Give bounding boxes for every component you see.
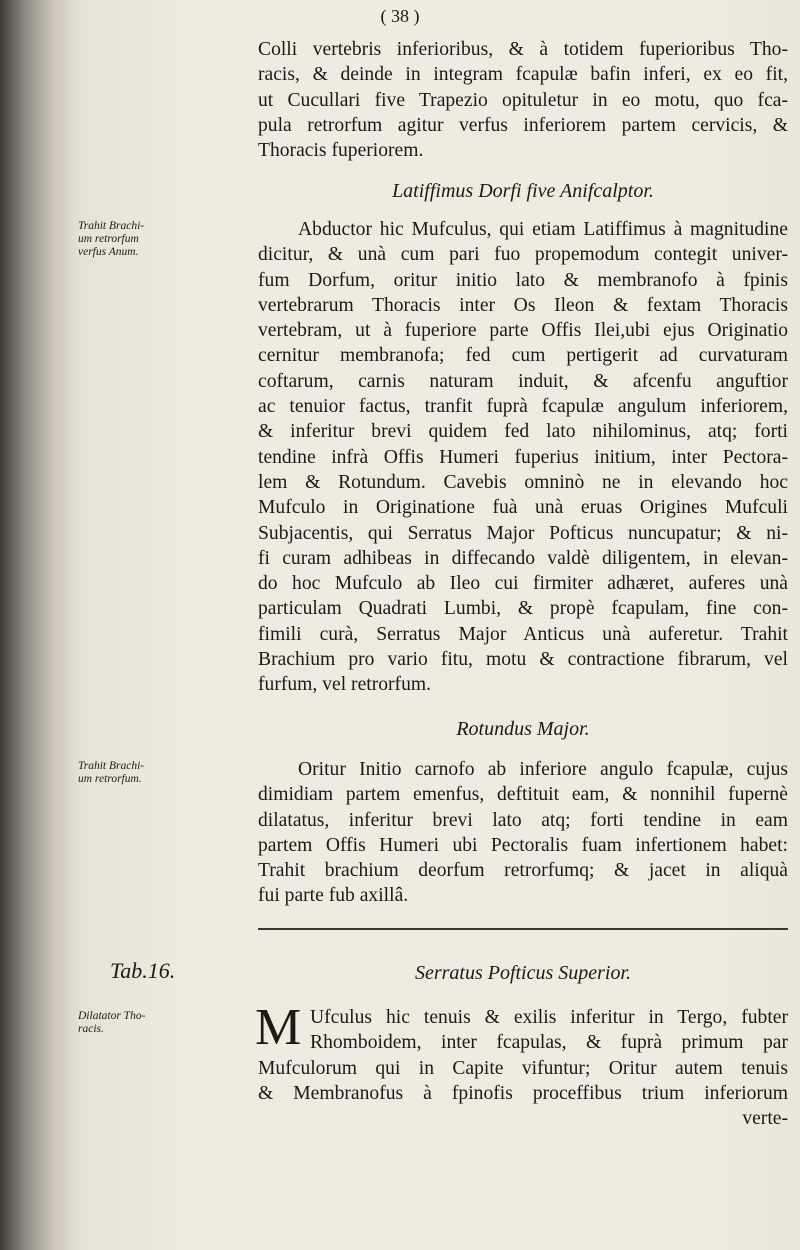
margin-note-line: um retrorfum.	[78, 773, 142, 785]
table-reference: Tab.16.	[110, 958, 176, 983]
text-line: & inferitur brevi quidem fed lato nihilominus, atq; forti	[258, 421, 788, 443]
catchword: verte-	[742, 1108, 788, 1130]
text-line: fui parte fub axillâ.	[258, 885, 409, 907]
text-line: Rhomboidem, inter fcapulas, & fuprà primum par	[310, 1032, 788, 1054]
text-line: vertebrarum Thoracis inter Os Ileon & fextam Thoracis	[258, 294, 788, 316]
text-line: Trahit brachium deorfum retrorfumq; & jacet in aliquà	[258, 860, 788, 882]
text-line: coftarum, carnis naturam induit, & afcenfu anguftior	[258, 370, 788, 392]
margin-note-line: Trahit Brachi-	[78, 220, 145, 232]
page-number: ( 38 )	[380, 6, 420, 26]
text-line: Oritur Initio carnofo ab inferiore angulo fcapulæ, cujus	[298, 759, 788, 780]
margin-note-line: verfus Anum.	[78, 246, 139, 258]
paragraph-rotundus	[258, 757, 788, 909]
text-line: cernitur membranofa; fed cum pertigerit ad curvaturam	[258, 345, 788, 367]
paragraph-serratus	[258, 1005, 788, 1131]
text-line: lem & Rotundum. Cavebis omninò ne in elevando hoc	[258, 471, 788, 493]
book-binding-edge	[0, 0, 70, 1250]
text-line: Abductor hic Mufculus, qui etiam Latiffimus à magnitudine	[298, 219, 788, 240]
margin-note-serratus	[78, 1010, 178, 1036]
text-line: tendine infrà Offis Humeri fuperius initium, inter Pectora-	[258, 446, 788, 468]
text-line: fum Dorfum, oritur initio lato & membranofo à fpinis	[258, 269, 788, 291]
section-divider	[258, 928, 788, 930]
margin-note-line: racis.	[78, 1023, 104, 1035]
text-line: Thoracis fuperiorem.	[258, 140, 424, 162]
text-line: Brachium pro vario fitu, motu & contractione fibrarum, vel	[258, 649, 788, 671]
section-heading-rotundus: Rotundus Major.	[456, 718, 590, 740]
text-line: do hoc Mufculo ab Ileo cui firmiter adhæret, auferes unà	[258, 573, 788, 595]
section-heading-latissimus: Latiffimus Dorfi five Anifcalptor.	[392, 180, 654, 202]
text-line: furfum, vel retrorfum.	[258, 674, 432, 696]
text-line: particulam Quadrati Lumbi, & propè fcapulam, fine con-	[258, 598, 788, 620]
text-line: Mufculo in Originatione fuà unà eruas Origines Mufculi	[258, 497, 788, 519]
text-line: Subjacentis, qui Serratus Major Pofticus nuncupatur; & ni-	[258, 522, 788, 544]
text-line: & Membranofus à fpinofis proceffibus trium inferiorum	[258, 1082, 788, 1104]
margin-note-line: Trahit Brachi-	[78, 760, 145, 772]
text-line: Mufculorum qui in Capite vifuntur; Oritur autem tenuis	[258, 1057, 788, 1079]
text-line: ut Cucullari five Trapezio opituletur in eo motu, quo fca-	[258, 89, 788, 111]
text-line: ac tenuior factus, tranfit fuprà fcapulæ angulum inferiorem,	[258, 396, 788, 418]
margin-note-line: Dilatator Tho-	[78, 1010, 146, 1022]
margin-note-latissimus	[78, 220, 178, 259]
text-line: partem Offis Humeri ubi Pectoralis fuam infertionem habet:	[258, 834, 788, 856]
text-line: dilatatus, inferitur brevi lato atq; forti tendine in eam	[258, 809, 788, 831]
paragraph-continuation	[258, 37, 788, 163]
text-line: fimili curà, Serratus Major Anticus unà auferetur. Trahit	[258, 623, 788, 645]
margin-note-line: um retrorfum	[78, 233, 139, 245]
margin-note-rotundus	[78, 760, 178, 786]
text-line: fi curam adhibeas in diffecando valdè diligentem, in elevan-	[258, 547, 788, 569]
drop-capital: M	[255, 999, 302, 1056]
text-line: Ufculus hic tenuis & exilis inferitur in Tergo, fubter	[310, 1007, 788, 1028]
text-line: dimidiam partem emenfus, deftituit eam, & nonnihil fupernè	[258, 784, 788, 806]
text-line: vertebram, ut à fuperiore parte Offis Ilei,ubi ejus Originatio	[258, 320, 788, 342]
text-line: racis, & deinde in integram fcapulæ bafin inferi, ex eo fit,	[258, 64, 788, 86]
paragraph-latissimus	[258, 217, 788, 698]
text-line: pula retrorfum agitur verfus inferiorem partem cervicis, &	[258, 114, 788, 136]
text-line: Colli vertebris inferioribus, & à totidem fuperioribus Tho-	[258, 39, 788, 60]
section-heading-serratus: Serratus Pofticus Superior.	[414, 962, 632, 984]
text-line: dicitur, & unà cum pari fuo propemodum contegit univer-	[258, 244, 788, 266]
